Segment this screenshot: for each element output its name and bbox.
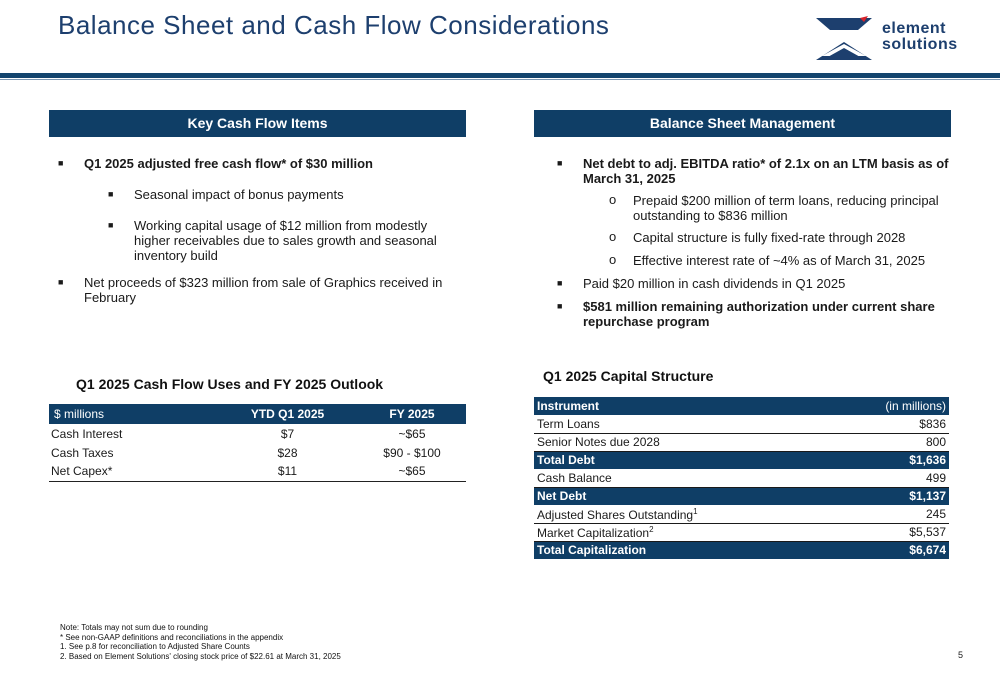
table-cell: Term Loans [534,415,830,433]
bullet-square-icon: ■ [108,189,114,199]
table-cell: ~$65 [358,462,466,481]
capital-structure-heading: Q1 2025 Capital Structure [543,368,714,384]
bullet-square-icon: ■ [557,301,563,311]
balance-sheet-banner: Balance Sheet Management [534,110,951,137]
bullet-working-capital: ■ Working capital usage of $12 million from modestly higher receivables due to sales growth and seasonal inventory build [108,218,437,263]
table-cell: $6,674 [830,541,949,559]
bullet-repurchase: ■ $581 million remaining authorization under current share repurchase program [557,299,935,329]
bullet-circle-icon: o [609,192,617,207]
bullet-square-icon: ■ [58,158,64,168]
table-cell: $1,137 [830,487,949,505]
table-cell: 499 [830,469,949,487]
table-cell: 245 [830,505,949,523]
table-cell: $90 - $100 [383,445,441,460]
bullet-seasonal: ■ Seasonal impact of bonus payments [108,187,344,202]
table-row [534,433,949,451]
col-header: FY 2025 [358,404,466,424]
table-row [534,505,949,523]
table-cell: $5,537 [830,523,949,541]
table-row [49,443,466,462]
table-cell: ~$65 [398,426,426,441]
table-cell: $11 [217,462,358,481]
page-number: 5 [958,650,964,660]
bullet-circle-icon: o [609,252,617,267]
table-cell: Cash Interest [51,426,123,441]
bullet-square-icon: ■ [108,220,114,230]
table-header-row [534,397,949,415]
bullet-dividends: ■ Paid $20 million in cash dividends in Q1 2025 [557,276,846,291]
table-cell: Adjusted Shares Outstanding$^1$ [534,505,830,523]
table-row [49,424,466,443]
table-row [49,462,466,481]
table-cell: $7 [280,426,295,441]
cash-flow-table [49,404,466,482]
footnote: 2. Based on Element Solutions' closing stock price of $22.61 at March 31, 2025 [60,651,341,661]
bullet-interest-rate: o Effective interest rate of ~4% as of March 31, 2025 [609,252,926,268]
col-header: Instrument [534,397,830,415]
col-header: (in millions) [830,397,949,415]
capital-structure-table [534,397,949,560]
footnote-ref: 2 [649,524,654,534]
table-row [534,415,949,433]
table-cell: Cash Balance [534,469,830,487]
logo-mark-icon [812,16,876,62]
bullet-prepaid: o Prepaid $200 million of term loans, reducing principal outstanding to $836 million [609,192,939,223]
table-row-net-debt [534,487,949,505]
bullet-fixed-rate: o Capital structure is fully fixed-rate through 2028 [609,229,906,245]
header-rule-thin [0,79,1000,80]
logo-text-line2: solutions [882,36,958,53]
key-cash-flow-banner: Key Cash Flow Items [49,110,466,137]
table-cell: Cash Taxes [51,445,114,460]
bullet-net-debt-ratio: ■ Net debt to adj. EBITDA ratio* of 2.1x on an LTM basis as of March 31, 2025 [557,156,949,186]
table-cell: 800 [830,433,949,451]
footnote-ref: 1 [693,506,698,516]
table-row [534,523,949,541]
bullet-adj-fcf: ■ Q1 2025 adjusted free cash flow* of $30 million [58,156,373,171]
table-cell: Market Capitalization$^2$ [534,523,830,541]
bullet-square-icon: ■ [557,278,563,288]
footnote: 1. See p.8 for reconciliation to Adjusted Share Counts [60,642,250,651]
table-cell: $836 [830,415,949,433]
bullet-net-proceeds: ■ Net proceeds of $323 million from sale of Graphics received in February [58,275,443,305]
table-cell: Net Capex* [49,462,217,481]
bullet-square-icon: ■ [557,158,563,168]
footnote: * See non-GAAP definitions and reconciliations in the appendix [60,632,284,642]
page-title: Balance Sheet and Cash Flow Considerations [58,10,610,40]
table-header-row [49,404,466,424]
bullet-square-icon: ■ [58,277,64,287]
cash-flow-heading: Q1 2025 Cash Flow Uses and FY 2025 Outlook [76,376,384,392]
col-header: $ millions [49,404,217,424]
table-row-total-capitalization [534,541,949,559]
table-cell: $1,636 [830,451,949,469]
footnotes [60,623,341,661]
footnote: Note: Totals may not sum due to rounding [60,623,208,632]
table-row-total-debt [534,451,949,469]
logo-text-line1: element [882,20,946,37]
table-cell: Net Debt [534,487,830,505]
table-cell: Total Debt [534,451,830,469]
header-rule [0,73,1000,78]
table-cell: Senior Notes due 2028 [534,433,830,451]
col-header: YTD Q1 2025 [217,404,358,424]
table-cell: Total Capitalization [534,541,830,559]
table-cell: $28 [277,445,298,460]
table-row [534,469,949,487]
bullet-circle-icon: o [609,229,617,244]
company-logo [812,16,972,62]
